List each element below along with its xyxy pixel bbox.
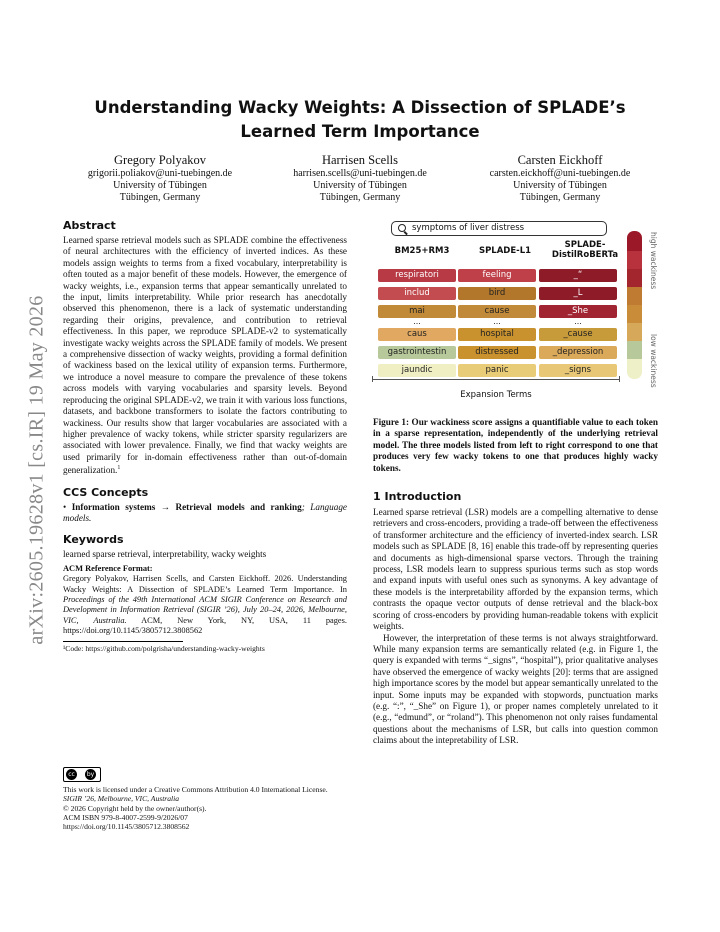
right-column (373, 417, 658, 747)
keywords-heading: Keywords (63, 533, 124, 547)
ellipsis: ... (413, 317, 421, 326)
col-header-line-2: DistilRoBERTa (551, 250, 619, 260)
author-email: harrisen.scells@uni-tuebingen.de (293, 168, 427, 179)
doi-line: https://doi.org/10.1145/3805712.3808562 (63, 822, 190, 832)
term-cell: distressed (458, 346, 536, 359)
isbn-line: ACM ISBN 979-8-4007-2599-9/2026/07 (63, 812, 188, 822)
wackiness-scale-segment (627, 323, 642, 341)
acm-ref-heading: ACM Reference Format: (63, 563, 153, 573)
author-3 (460, 153, 660, 204)
term-cell: _signs (539, 364, 617, 377)
acm-reference (63, 564, 347, 637)
keywords-text: learned sparse retrieval, interpretability, wacky weights (63, 549, 267, 560)
x-axis-tick (372, 376, 373, 382)
author-name: Harrisen Scells (321, 153, 399, 167)
term-cell: _She (539, 305, 617, 318)
wackiness-scale-segment (627, 359, 642, 379)
term-cell: respiratori (378, 269, 456, 282)
term-cell: _cause (539, 328, 617, 341)
ellipsis: ... (574, 317, 582, 326)
x-axis-label: Expansion Terms (460, 390, 532, 400)
query-text: symptoms of liver distress (412, 223, 525, 233)
copyright-line: © 2026 Copyright held by the owner/author(s). (63, 803, 207, 813)
author-location: Tübingen, Germany (119, 192, 201, 203)
wackiness-scale-segment (627, 231, 642, 251)
cc-by-badge (63, 767, 101, 782)
x-axis-tick (619, 376, 620, 382)
author-affiliation: University of Tübingen (113, 180, 207, 191)
search-icon (398, 224, 406, 232)
author-location: Tübingen, Germany (319, 192, 401, 203)
abstract-heading: Abstract (63, 219, 116, 232)
scale-label-low: low wackiness (649, 334, 658, 388)
license-block (63, 785, 353, 831)
acm-ref-part2: ACM, New York, NY, USA, 11 pages. https://doi.org/10.1145/3805712.3808562 (63, 615, 347, 636)
query-search-box (391, 221, 607, 236)
author-location: Tübingen, Germany (519, 192, 601, 203)
term-cell: caus (378, 328, 456, 341)
cc-icon: cc (66, 769, 77, 780)
wackiness-scale-segment (627, 251, 642, 269)
ccs-text (63, 502, 347, 525)
wackiness-scale-segment (627, 341, 642, 359)
col-header-line-1: SPLADE- (564, 240, 606, 250)
ellipsis: ... (493, 317, 501, 326)
term-cell: feeling (458, 269, 536, 282)
term-cell: jaundic (378, 364, 456, 377)
footnote-rule (63, 641, 183, 642)
by-icon: by (86, 771, 95, 778)
term-cell: hospital (458, 328, 536, 341)
col-header-splade-l1: SPLADE-L1 (478, 246, 532, 256)
term-cell: mai (378, 305, 456, 318)
acm-ref-proceedings: Proceedings of the 49th International ACM SIGIR Conference on Research and Development in Information Retrieval (SIGIR ’26), July 20–24, 2026, Melbourne, VIC, Australia. (63, 595, 347, 625)
term-cell: _L (539, 287, 617, 300)
title-line-2: Learned Term Importance (240, 122, 480, 141)
figure-caption: Figure 1: Our wackiness score assigns a quantifiable value to each token in a sparse representation, independently of the underlying retrieval model. The three models listed from left to right correspond to one that produces very few wacky tokens to one that produces highly wacky tokens. (373, 417, 658, 473)
wackiness-scale-segment (627, 269, 642, 287)
intro-heading: 1 Introduction (373, 490, 462, 504)
venue-line: SIGIR ’26, Melbourne, VIC, Australia (63, 794, 180, 804)
author-email: carsten.eickhoff@uni-tuebingen.de (489, 168, 631, 179)
abstract-text (63, 235, 347, 477)
intro-paragraph-1: Learned sparse retrieval (LSR) models are a compelling alternative to dense retrievers and cross-encoders, providing a trade-off between the effectiveness of transformer architecture and the efficiency of inverted-index search. LSR models such as SPLADE [8, 16] enable this trade-off by representing queries and documents as high-dimensional sparse vectors. Through the training process, LSR models learn to suppress spurious terms such as stop words and expand inputs with useful ones such as synonyms. A key advantage of these models is the interpretability afforded by the expansion terms, which contrasts the opaque vector outputs of dense retrieval and the black-box scoring of cross-encoders by providing human-readable tokens with explicit weights. (373, 507, 658, 632)
ccs-concept: Information systems → Retrieval models and ranking (71, 501, 302, 512)
abstract-body: Learned sparse retrieval models such as SPLADE combine the effectiveness of neural architectures with the efficiency of inverted indices. As these models assign weights to terms from a fixed vocabulary, interpretability is often touted as a major benefit of these models. However, the emergence of wacky weights, i.e., expansion terms that appear semantically unrelated to the input, limits interpretability. While prior research has anecdotally observed this phenomenon, there is a lack of systematic understanding regarding their origins, prevalence, and contribution to retrieval effectiveness. In this paper, we reproduce SPLADE-v2 to systematically investigate wacky weights across the SPLADE family of models. We present a comprehensive dissection of wacky weights, providing a formal definition of wackiness based on the lexical utility of expansion terms. Furthermore, we introduce a novel measure to compare the prevalence of these tokens across models with varying vocabularies and sparsity levels. Beyond reproducing the original SPLADE-v2, we train it with various loss functions, datasets, and backbone transformers to isolate the factors contributing to wackiness. Our results show that larger vocabularies are associated with a higher prevalence of wacky tokens, while stricter sparsity regularizers are associated with lower prevalence. Finally, we find that wacky weights are used primarily for in-domain effectiveness rather than out-of-domain generalization. (63, 235, 347, 476)
author-1 (60, 153, 260, 204)
author-email: grigorii.poliakov@uni-tuebingen.de (87, 168, 233, 179)
x-axis (372, 379, 620, 380)
title-line-1: Understanding Wacky Weights: A Dissection of SPLADE’s (94, 98, 626, 117)
left-column (63, 219, 347, 653)
author-2 (260, 153, 460, 204)
col-header-bm25: BM25+RM3 (394, 246, 450, 256)
author-name: Gregory Polyakov (114, 153, 206, 167)
ccs-bullet: • (63, 501, 72, 512)
wackiness-scale-segment (627, 287, 642, 305)
ccs-concept-secondary: ; Language models. (63, 501, 348, 523)
term-cell: bird (458, 287, 536, 300)
author-affiliation: University of Tübingen (513, 180, 607, 191)
acm-ref-part1: Gregory Polyakov, Harrisen Scells, and Carsten Eickhoff. 2026. Understanding Wacky Weights: A Dissection of SPLADE’s Learned Term Importance. In (63, 574, 347, 594)
term-cell: panic (458, 364, 536, 377)
paper-title (60, 96, 660, 144)
wackiness-scale-segment (627, 305, 642, 323)
arxiv-sidebar (22, 250, 52, 690)
author-block (60, 153, 660, 204)
term-cell: includ (378, 287, 456, 300)
arxiv-id: arXiv:2605.19628v1 [cs.IR] 19 May 2026 (25, 295, 48, 645)
term-cell: _“ (539, 269, 617, 282)
col-header-splade-distilroberta (540, 240, 630, 260)
scale-label-high: high wackiness (649, 232, 658, 290)
footnote-marker: 1 (117, 465, 121, 472)
ccs-heading: CCS Concepts (63, 485, 149, 499)
term-cell: cause (458, 305, 536, 318)
term-cell: gastrointestin (378, 346, 456, 359)
license-line: This work is licensed under a Creative Commons Attribution 4.0 International License. (63, 785, 328, 794)
term-cell: _depression (539, 346, 617, 359)
author-name: Carsten Eickhoff (517, 153, 603, 167)
footnote-code: ¹Code: https://github.com/polgrisha/understanding-wacky-weights (63, 643, 265, 653)
intro-paragraph-2: However, the interpretation of these terms is not always straightforward. While many expansion terms are semantically related (e.g. in Figure 1, the query is expanded with terms “_signs”, “hospital”), prior qualitative analyses have observed the emergence of wacky weights [20]: terms that are assigned high importance scores by the model but appear semantically unrelated to the input. Some inputs may be expanded with stopwords, punctuation marks (e.g. “:”, “_She” on Figure 1), or proper names completely unrelated to it (e.g., “edmund”, or “roland”). This phenomenon not only raises fundamental questions about the mechanisms of LSR, but calls into question common claims about the intepretability of LSR. (373, 632, 658, 746)
author-affiliation: University of Tübingen (313, 180, 407, 191)
